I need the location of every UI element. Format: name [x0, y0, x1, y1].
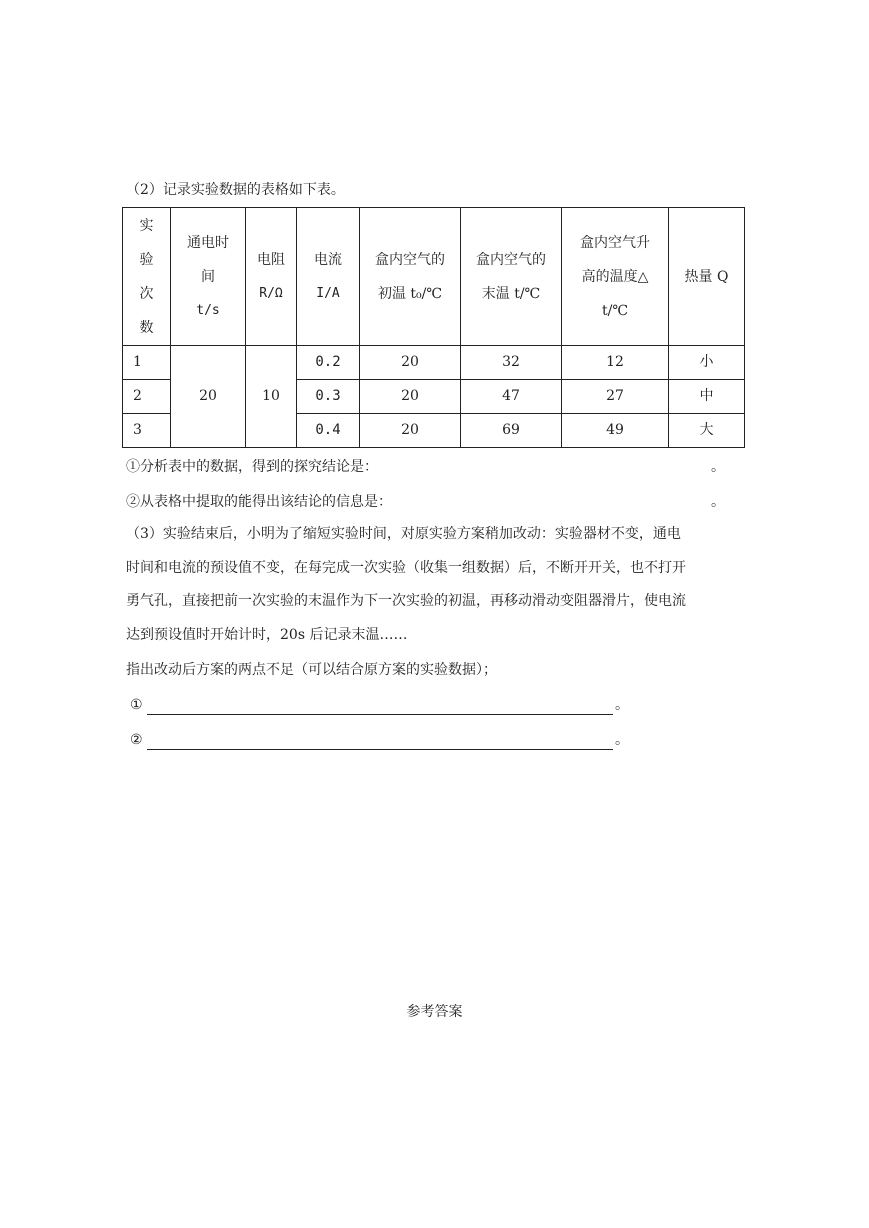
answer-line — [147, 749, 613, 750]
paragraph-line: 勇气孔，直接把前一次实验的末温作为下一次实验的初温，再移动滑动变阻器滑片，使电流 — [126, 593, 686, 609]
question-conclusion: ①分析表中的数据，得到的探究结论是： — [126, 459, 378, 475]
end-mark: 。 — [615, 697, 629, 713]
paragraph-line: （3）实验结束后，小明为了缩短实验时间，对原实验方案稍加改动：实验器材不变，通电 — [126, 526, 681, 542]
paragraph-line: 时间和电流的预设值不变，在每完成一次实验（收集一组数据）后，不断开开关，也不打开 — [126, 559, 686, 576]
cell-initial-temp: 20 — [360, 346, 461, 380]
cell-trial: 1 — [123, 346, 171, 380]
header-heat: 热量 Q — [669, 208, 745, 346]
cell-temp-rise: 27 — [562, 380, 669, 414]
cell-resistance: 10 — [246, 346, 297, 448]
cell-current: 0.4 — [297, 414, 360, 448]
cell-temp-rise: 49 — [562, 414, 669, 448]
cell-initial-temp: 20 — [360, 414, 461, 448]
answer-blank-2 — [130, 729, 630, 751]
cell-heat: 中 — [669, 380, 745, 414]
header-current: 电流 I/A — [297, 208, 360, 346]
header-time: 通电时 间 t/s — [171, 208, 246, 346]
part3-paragraph — [126, 518, 746, 652]
end-mark: 。 — [711, 459, 725, 475]
cell-final-temp: 47 — [461, 380, 562, 414]
cell-current: 0.2 — [297, 346, 360, 380]
table-header-row — [123, 208, 745, 346]
experiment-data-table — [122, 207, 745, 448]
cell-temp-rise: 12 — [562, 346, 669, 380]
header-temp-rise: 盒内空气升 高的温度△ t/℃ — [562, 208, 669, 346]
header-resistance: 电阻 R/Ω — [246, 208, 297, 346]
cell-initial-temp: 20 — [360, 380, 461, 414]
answer-line — [147, 714, 613, 715]
question-evidence: ②从表格中提取的能得出该结论的信息是： — [126, 494, 392, 510]
blank-number: ① — [130, 697, 143, 713]
defect-prompt: 指出改动后方案的两点不足（可以结合原方案的实验数据）； — [126, 662, 497, 678]
end-mark: 。 — [711, 494, 725, 510]
header-final-temp: 盒内空气的 末温 t/℃ — [461, 208, 562, 346]
cell-heat: 小 — [669, 346, 745, 380]
cell-trial: 2 — [123, 380, 171, 414]
end-mark: 。 — [615, 732, 629, 748]
cell-heat: 大 — [669, 414, 745, 448]
paragraph-line: 达到预设值时开始计时，20s 后记录末温…… — [126, 626, 408, 643]
cell-final-temp: 69 — [461, 414, 562, 448]
header-trial-number: 实 验 次 数 — [123, 208, 171, 346]
blank-number: ② — [130, 732, 143, 748]
header-initial-temp: 盒内空气的 初温 t₀/℃ — [360, 208, 461, 346]
cell-final-temp: 32 — [461, 346, 562, 380]
table-row — [123, 346, 745, 380]
answer-section-title: 参考答案 — [406, 1004, 463, 1020]
table-intro: （2）记录实验数据的表格如下表。 — [126, 182, 345, 198]
cell-trial: 3 — [123, 414, 171, 448]
cell-time: 20 — [171, 346, 246, 448]
answer-blank-1 — [130, 694, 630, 716]
cell-current: 0.3 — [297, 380, 360, 414]
